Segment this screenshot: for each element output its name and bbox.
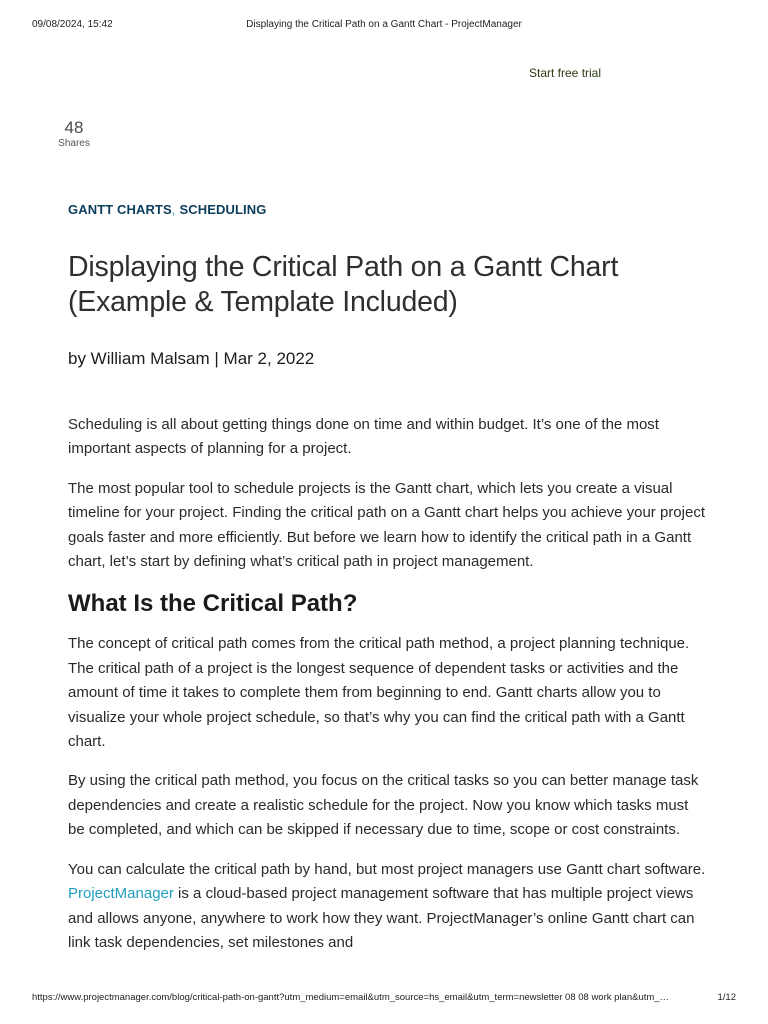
intro-paragraph-1: Scheduling is all about getting things done on time and within budget. It’s one of the most important aspects of planning for a project. (68, 416, 659, 458)
category-separator: , (171, 202, 176, 217)
print-page-number: 1/12 (717, 992, 736, 1003)
category-scheduling-link[interactable]: SCHEDULING (179, 202, 267, 217)
critical-path-paragraph-2: By using the critical path method, you focus on the critical tasks so you can better manage task dependencies and create a realistic schedule for the project. Now you know which tasks must be completed, and which can be skipped if necessary due to time, scope or cost constraints. (68, 772, 699, 839)
article-byline: by William Malsam | Mar 2, 2022 (68, 349, 315, 368)
start-free-trial-link[interactable]: Start free trial (529, 66, 602, 80)
print-datetime: 09/08/2024, 15:42 (32, 19, 113, 30)
section-heading-critical-path: What Is the Critical Path? (68, 590, 358, 618)
critical-path-paragraph-3 (68, 858, 708, 956)
share-count: 48 (64, 118, 84, 137)
print-page-title: Displaying the Critical Path on a Gantt Chart - ProjectManager (246, 19, 522, 30)
article-title: Displaying the Critical Path on a Gantt Chart (Example & Template Included) (68, 251, 619, 318)
category-links (68, 202, 266, 217)
share-label: Shares (58, 138, 90, 149)
print-footer (0, 992, 768, 1006)
print-url: https://www.projectmanager.com/blog/critical-path-on-gantt?utm_medium=email&utm_source=hs_email&utm_term=newsletter 08 08 work plan&utm_… (32, 992, 670, 1003)
intro-paragraph-2: The most popular tool to schedule projects is the Gantt chart, which lets you create a visual timeline for your project. Finding the critical path on a Gantt chart helps you achieve your project goals faster and more efficiently. But before we learn how to identify the critical path in a Gantt chart, let’s start by defining what’s critical path in project management. (68, 479, 705, 571)
article-body (68, 413, 708, 970)
print-header (0, 19, 768, 33)
paragraph-3-text-after: is a cloud-based project management software that has multiple project views and allows anyone, anywhere to work how they want. ProjectManager’s online Gantt chart can link task dependencies, set milestones and (68, 885, 695, 951)
critical-path-paragraph-1: The concept of critical path comes from the critical path method, a project planning technique. The critical path of a project is the longest sequence of dependent tasks or activities and the amount of time it takes to complete them from beginning to end. Gantt charts allow you to visualize your whole project schedule, so that’s why you can find the critical path with a Gantt chart. (68, 635, 690, 751)
share-counter[interactable] (52, 119, 96, 150)
category-gantt-charts-link[interactable]: GANTT CHARTS (68, 202, 172, 217)
projectmanager-link[interactable]: ProjectManager (68, 885, 174, 903)
paragraph-3-text-before: You can calculate the critical path by hand, but most project managers use Gantt chart software. (68, 860, 706, 878)
